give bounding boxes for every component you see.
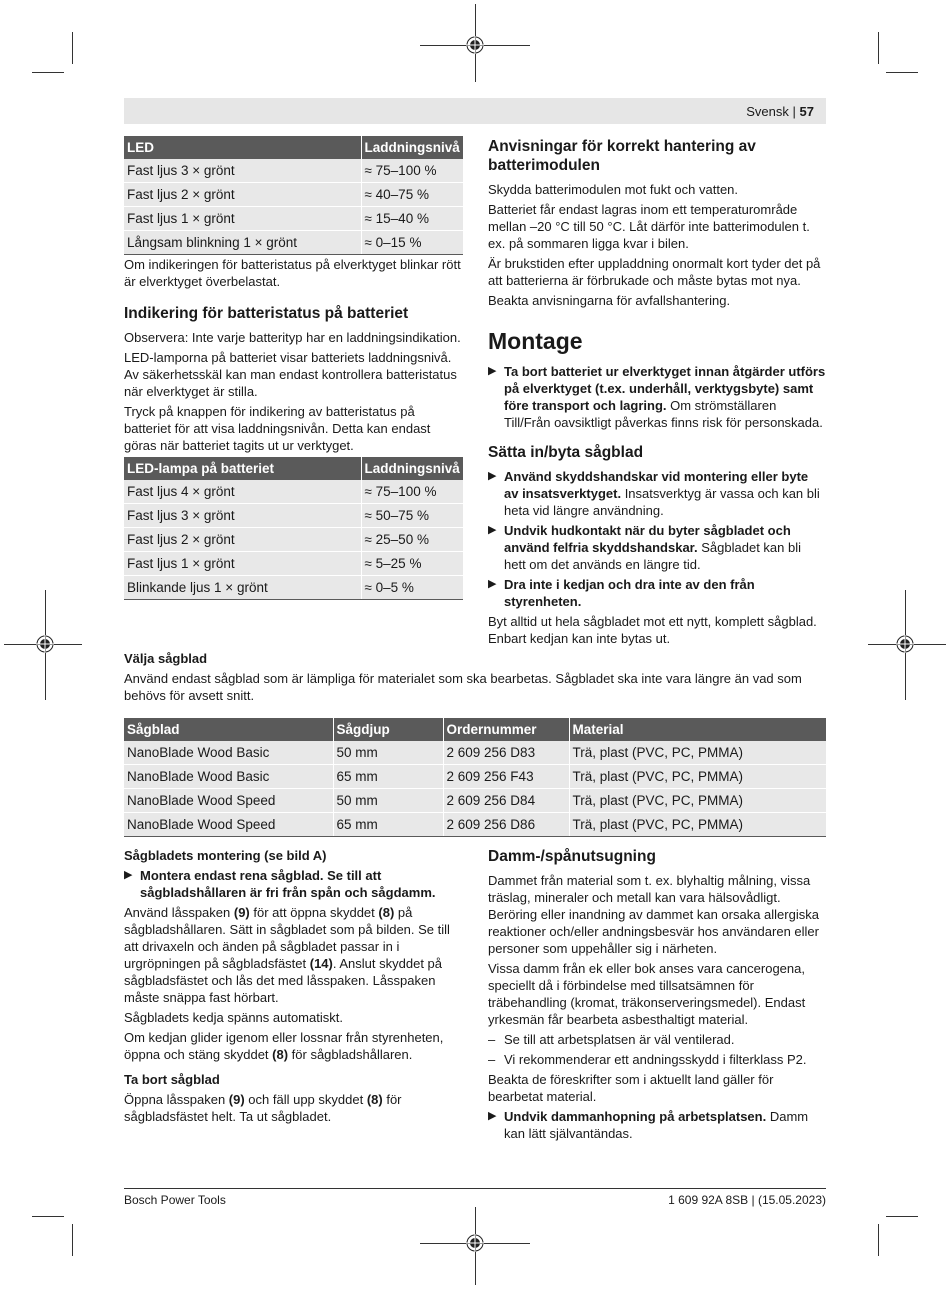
bullet-arrow-icon: ▶ — [488, 578, 497, 590]
part-reference: (9) — [228, 1092, 245, 1107]
table-cell: NanoBlade Wood Basic — [124, 765, 333, 789]
registration-target-icon — [466, 1234, 484, 1252]
text-run: Om kedjan glider igenom eller lossnar från styrenheten, öppna och stäng skyddet — [124, 1030, 444, 1062]
paragraph: Tryck på knappen för indikering av batteristatus på batteriet för att visa laddningsnivån. Detta kan endast göras när batteriet tagits ut ur verktyget. — [124, 404, 431, 453]
table-cell: Långsam blinkning 1 × grönt — [124, 231, 361, 255]
table-cell: Fast ljus 3 × grönt — [124, 159, 361, 183]
table-cell: ≈ 0–15 % — [361, 231, 463, 255]
crop-mark — [886, 72, 918, 73]
table-cell: ≈ 50–75 % — [361, 504, 463, 528]
paragraph: Observera: Inte varje batterityp har en laddningsindikation. — [124, 330, 461, 345]
dash-marker: – — [488, 1032, 496, 1047]
crop-mark — [886, 1216, 918, 1217]
bullet-arrow-icon: ▶ — [488, 524, 497, 536]
table-header-row — [124, 136, 463, 159]
language-label: Svensk — [746, 104, 789, 119]
table-cell: Blinkande ljus 1 × grönt — [124, 576, 361, 600]
page-number: 57 — [799, 104, 814, 119]
table-cell: 65 mm — [333, 765, 443, 789]
table-header-cell: Laddningsnivå — [361, 457, 463, 480]
table-cell: ≈ 0–5 % — [361, 576, 463, 600]
led-table — [124, 136, 463, 255]
table-cell: 50 mm — [333, 789, 443, 813]
text-run: för sågbladshållaren. — [288, 1047, 413, 1062]
table-cell: Fast ljus 2 × grönt — [124, 183, 361, 207]
bullet-text: Om strömställaren Till/Från oavsiktligt påverkas finns risk för personskada. — [504, 398, 823, 430]
table-cell: 2 609 256 F43 — [443, 765, 569, 789]
paragraph: Dammet från material som t. ex. blyhaltig målning, vissa träslag, mineraler och metall kan vara hälsovådligt. Beröring eller inandning av dammet kan orsaka allergiska reaktioner och/eller andningsbesvär hos användaren eller personer som uppehåller sig i närheten. — [488, 873, 819, 956]
bullet-bold-text: Använd skyddshandskar vid montering eller byte av insatsverktyget. — [504, 469, 809, 501]
registration-target-icon — [36, 635, 54, 653]
text-run: och fäll upp skyddet — [244, 1092, 367, 1107]
bullet-arrow-icon: ▶ — [488, 1110, 497, 1122]
crop-mark — [878, 32, 879, 64]
footer-doc-number: 1 609 92A 8SB | (15.05.2023) — [668, 1193, 826, 1207]
crop-mark — [72, 32, 73, 64]
table-cell: 2 609 256 D83 — [443, 741, 569, 765]
table-row — [124, 813, 826, 837]
table-header-row — [124, 457, 463, 480]
page-footer — [124, 1188, 826, 1209]
table-cell: ≈ 5–25 % — [361, 552, 463, 576]
list-item — [488, 1031, 826, 1048]
bullet-bold-text: Dra inte i kedjan och dra inte av den från styrenheten. — [504, 577, 755, 609]
table-row — [124, 504, 463, 528]
table-row — [124, 741, 826, 765]
table-header-cell: Sågblad — [124, 718, 333, 741]
paragraph: Skydda batterimodulen mot fukt och vatten. — [488, 182, 739, 197]
table-header-cell: Material — [569, 718, 826, 741]
table-header-cell: Sågdjup — [333, 718, 443, 741]
table-cell: NanoBlade Wood Speed — [124, 813, 333, 837]
warning-bullet — [488, 468, 826, 519]
choose-blade-section — [124, 650, 826, 837]
paragraph — [124, 1091, 463, 1125]
table-cell: Fast ljus 1 × grönt — [124, 552, 361, 576]
table-cell: ≈ 25–50 % — [361, 528, 463, 552]
table-row — [124, 207, 463, 231]
table-cell: Trä, plast (PVC, PC, PMMA) — [569, 765, 826, 789]
table-row — [124, 789, 826, 813]
table-cell: Trä, plast (PVC, PC, PMMA) — [569, 741, 826, 765]
table-cell: 2 609 256 D86 — [443, 813, 569, 837]
page-header — [124, 98, 826, 124]
paragraph: Byt alltid ut hela sågbladet mot ett nytt, komplett sågblad. Enbart kedjan kan inte bytas ut. — [488, 614, 817, 646]
dash-marker: – — [488, 1052, 496, 1067]
warning-bullet — [488, 1108, 826, 1142]
table-cell: 50 mm — [333, 741, 443, 765]
table-row — [124, 480, 463, 504]
table-cell: ≈ 15–40 % — [361, 207, 463, 231]
table-cell: Trä, plast (PVC, PC, PMMA) — [569, 789, 826, 813]
text-run: på sågbladshållaren. Sätt in sågbladet som på bilden. Se till att drivaxeln och änden på sågbladet passar in i urgröpningen på sågbladsfästet — [124, 905, 450, 971]
paragraph: Vissa damm från ek eller bok anses vara cancerogena, speciellt då i förbindelse med tillsatsämnen för träbehandling (kromat, träkonserveringsmedel). Endast yrkesmän får bearbeta asbesthaltigt material. — [488, 961, 806, 1027]
choose-blade-heading: Välja sågblad — [124, 651, 208, 666]
handling-heading: Anvisningar för korrekt hantering av batterimodulen — [488, 138, 756, 174]
text-run: Öppna låsspaken — [124, 1092, 229, 1107]
crop-mark — [32, 1216, 64, 1217]
paragraph — [124, 1029, 463, 1063]
table-header-cell: LED — [124, 136, 361, 159]
saw-change-heading: Sätta in/byta sågblad — [488, 444, 644, 461]
table-cell: NanoBlade Wood Speed — [124, 789, 333, 813]
warning-bullet — [488, 363, 826, 431]
table-header-cell: Ordernummer — [443, 718, 569, 741]
paragraph: Sågbladets kedja spänns automatiskt. — [124, 1010, 343, 1025]
battery-status-heading: Indikering för batteristatus på batteriet — [124, 305, 409, 322]
left-column-top — [124, 136, 463, 600]
footer-brand: Bosch Power Tools — [124, 1193, 226, 1207]
paragraph: Beakta de föreskrifter som i aktuellt land gäller för bearbetat material. — [488, 1072, 774, 1104]
registration-target-icon — [896, 635, 914, 653]
crop-mark — [32, 72, 64, 73]
table-row — [124, 765, 826, 789]
right-column-top — [488, 137, 826, 650]
part-reference: (8) — [378, 905, 395, 920]
bullet-bold-text: Ta bort batteriet ur elverktyget innan åtgärder utförs på elverktyget (t.ex. underhåll, verktygsbyte) samt före transport och lagring. — [504, 364, 826, 413]
table-row — [124, 576, 463, 600]
paragraph: Är brukstiden efter uppladdning onormalt kort tyder det på att batterierna är förbrukade och måste bytas mot nya. — [488, 256, 821, 288]
bullet-bold-text: Undvik hudkontakt när du byter sågbladet och använd felfria skyddshandskar. — [504, 523, 791, 555]
header-separator: | — [792, 104, 796, 119]
montage-heading: Montage — [488, 328, 583, 354]
table-row — [124, 231, 463, 255]
table-cell: 65 mm — [333, 813, 443, 837]
part-reference: (9) — [233, 905, 250, 920]
list-item-text: Vi rekommenderar ett andningsskydd i filterklass P2. — [504, 1052, 807, 1067]
warning-bullet — [124, 867, 463, 901]
paragraph: LED-lamporna på batteriet visar batteriets laddningsnivå. Av säkerhetsskäl kan man endast kontrollera batteristatus när elverktyget är stilla. — [124, 350, 457, 399]
paragraph: Batteriet får endast lagras inom ett temperaturområde mellan –20 °C till 50 °C. Låt därför inte batterimodulen t. ex. på sommaren ligga kvar i bilen. — [488, 202, 810, 251]
crop-mark — [72, 1224, 73, 1256]
bullet-text: Insatsverktyg är vassa och kan bli heta vid längre användning. — [504, 486, 820, 518]
left-column-bottom — [124, 847, 463, 1128]
registration-target-icon — [466, 36, 484, 54]
bullet-bold-text: Undvik dammanhopning på arbetsplatsen. — [504, 1109, 767, 1124]
warning-bullet — [488, 522, 826, 573]
part-reference: (8) — [366, 1092, 383, 1107]
text-run: . Anslut skyddet på sågbladsfästet och lås det med låsspaken. Låsspaken måste snäppa fast hörbart. — [124, 956, 442, 1005]
table-header-cell: LED-lampa på batteriet — [124, 457, 361, 480]
list-item — [488, 1051, 826, 1068]
table-cell: Trä, plast (PVC, PC, PMMA) — [569, 813, 826, 837]
paragraph — [124, 904, 463, 1006]
blade-table — [124, 718, 826, 837]
paragraph: Beakta anvisningarna för avfallshantering. — [488, 293, 731, 308]
part-reference: (8) — [272, 1047, 289, 1062]
table-cell: Fast ljus 4 × grönt — [124, 480, 361, 504]
bullet-text: Sågbladet kan bli hett om det används en längre tid. — [504, 540, 801, 572]
table-cell: NanoBlade Wood Basic — [124, 741, 333, 765]
bullet-arrow-icon: ▶ — [488, 365, 497, 377]
warning-bullet — [488, 576, 826, 610]
table-cell: Fast ljus 2 × grönt — [124, 528, 361, 552]
table-header-cell: Laddningsnivå — [361, 136, 463, 159]
bullet-text: Damm kan lätt självantändas. — [504, 1109, 809, 1141]
table-row — [124, 552, 463, 576]
text-run: för sågbladsfästet helt. Ta ut sågbladet. — [124, 1092, 402, 1124]
dust-heading: Damm-/spånutsugning — [488, 848, 656, 865]
bullet-bold-text: Montera endast rena sågblad. Se till att sågbladshållaren är fri från spån och sågdamm. — [140, 868, 436, 900]
right-column-bottom — [488, 847, 826, 1145]
text-run: för att öppna skyddet — [249, 905, 379, 920]
table-row — [124, 183, 463, 207]
table-cell: ≈ 75–100 % — [361, 159, 463, 183]
bullet-arrow-icon: ▶ — [488, 470, 497, 482]
remove-blade-heading: Ta bort sågblad — [124, 1072, 220, 1087]
table-cell: ≈ 40–75 % — [361, 183, 463, 207]
table-cell: ≈ 75–100 % — [361, 480, 463, 504]
bullet-arrow-icon: ▶ — [124, 869, 133, 881]
table-cell: 2 609 256 D84 — [443, 789, 569, 813]
text-run: Använd låsspaken — [124, 905, 234, 920]
part-reference: (14) — [309, 956, 333, 971]
paragraph: Använd endast sågblad som är lämpliga för materialet som ska bearbetas. Sågbladet ska inte vara längre än vad som behövs för avsett snitt. — [124, 671, 802, 703]
list-item-text: Se till att arbetsplatsen är väl ventilerad. — [504, 1032, 735, 1047]
led-note: Om indikeringen för batteristatus på elverktyget blinkar rött är elverktyget överbelastat. — [124, 257, 461, 289]
crop-mark — [878, 1224, 879, 1256]
table-row — [124, 159, 463, 183]
table-header-row — [124, 718, 826, 741]
table-row — [124, 528, 463, 552]
mounting-heading: Sågbladets montering (se bild A) — [124, 848, 327, 863]
battery-led-table — [124, 457, 463, 600]
page-label — [746, 103, 814, 120]
table-cell: Fast ljus 1 × grönt — [124, 207, 361, 231]
table-cell: Fast ljus 3 × grönt — [124, 504, 361, 528]
